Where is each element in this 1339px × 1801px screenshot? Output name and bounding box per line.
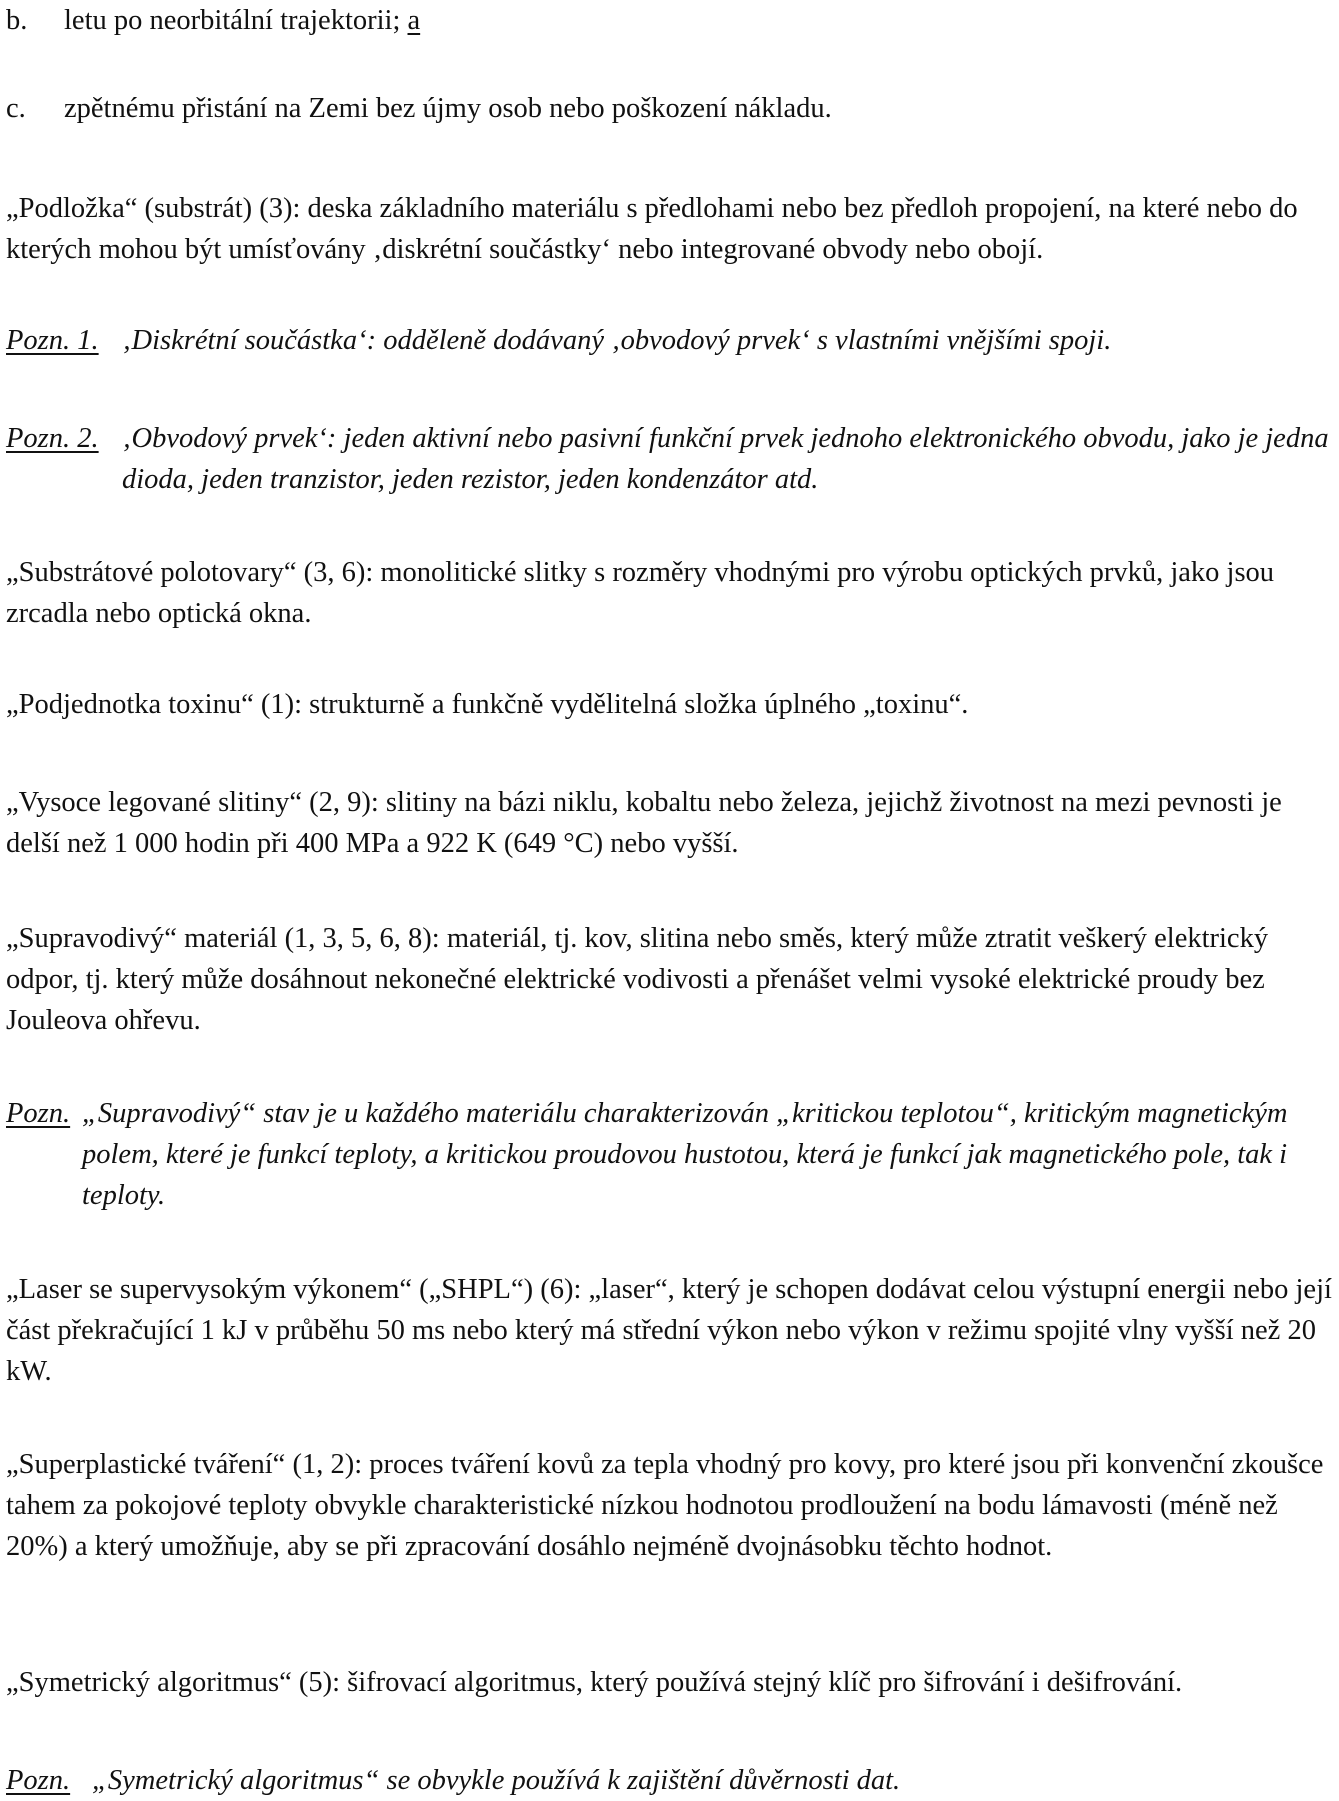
definition-superplasticke-tvareni: „Superplastické tváření“ (1, 2): proces tváření kovů za tepla vhodný pro kovy, pro které jsou při konvenční zkoušce tahem za pokojové teploty obvykle charakteristické nízkou hodnotou prodloužení na bodu lámavosti (méně než 20%) a který umožňuje, aby se při zpracování dosáhlo nejméně dvojnásobku těchto hodnot. [6, 1449, 1324, 1562]
definition-shpl: „Laser se supervysokým výkonem“ („SHPL“) (6): „laser“, který je schopen dodávat celou výstupní energii nebo její část překračující 1 kJ v průběhu 50 ms nebo který má střední výkon nebo výkon v režimu spojité vlny vyšší než 20 kW. [6, 1274, 1332, 1387]
list-marker: c. [6, 93, 26, 124]
list-marker: b. [6, 5, 28, 36]
note-text: „Supravodivý“ stav je u každého materiálu charakterizován „kritickou teplotou“, kritickým magnetickým polem, které je funkcí teploty, a kritickou proudovou hustotou, která je funkcí jak magnetického pole, tak i teploty. [82, 1098, 1288, 1211]
definition-podlozka: „Podložka“ (substrát) (3): deska základního materiálu s předlohami nebo bez předloh propojení, na které nebo do kterých mohou být umísťovány ‚diskrétní součástky‘ nebo integrované obvody nebo obojí. [6, 193, 1298, 265]
note-supravodivy [6, 1093, 1335, 1216]
note-text: ‚Diskrétní součástka‘: odděleně dodávaný ‚obvodový prvek‘ s vlastními vnějšími spoji. [122, 325, 1112, 356]
note-label: Pozn. [6, 1098, 71, 1129]
list-item-c [6, 88, 1335, 129]
list-item-text: zpětnému přistání na Zemi bez újmy osob nebo poškození nákladu. [64, 93, 832, 124]
list-item-b [6, 0, 1335, 41]
definition-supravodivy-material: „Supravodivý“ materiál (1, 3, 5, 6, 8): materiál, tj. kov, slitina nebo směs, který může ztratit veškerý elektrický odpor, tj. který může dosáhnout nekonečné elektrické vodivosti a přenášet velmi vysoké elektrické proudy bez Jouleova ohřevu. [6, 923, 1269, 1036]
note-text: „Symetrický algoritmus“ se obvykle používá k zajištění důvěrnosti dat. [92, 1765, 901, 1796]
definition-substratove-polotovary: „Substrátové polotovary“ (3, 6): monolitické slitky s rozměry vhodnými pro výrobu optických prvků, jako jsou zrcadla nebo optická okna. [6, 557, 1275, 629]
note-text: ‚Obvodový prvek‘: jeden aktivní nebo pasivní funkční prvek jednoho elektronického obvodu, jako je jedna dioda, jeden tranzistor, jeden rezistor, jeden kondenzátor atd. [122, 423, 1329, 495]
definition-symetricky-algoritmus: „Symetrický algoritmus“ (5): šifrovací algoritmus, který používá stejný klíč pro šifrování i dešifrování. [6, 1667, 1183, 1698]
list-item-text: letu po neorbitální trajektorii; [64, 5, 408, 36]
note-1 [6, 320, 1335, 361]
list-item-tail: a [407, 5, 421, 36]
note-label: Pozn. 2. [6, 423, 99, 454]
note-label: Pozn. 1. [6, 325, 99, 356]
note-symetricky-algoritmus [6, 1760, 1335, 1801]
note-label: Pozn. [6, 1765, 71, 1796]
definition-vysoce-legovane-slitiny: „Vysoce legované slitiny“ (2, 9): slitiny na bázi niklu, kobaltu nebo železa, jejichž životnost na mezi pevnosti je delší než 1 000 hodin při 400 MPa a 922 K (649 °C) nebo vyšší. [6, 787, 1282, 859]
note-2 [6, 418, 1335, 500]
definition-podjednotka-toxinu: „Podjednotka toxinu“ (1): strukturně a funkčně vydělitelná složka úplného „toxinu“. [6, 689, 969, 720]
